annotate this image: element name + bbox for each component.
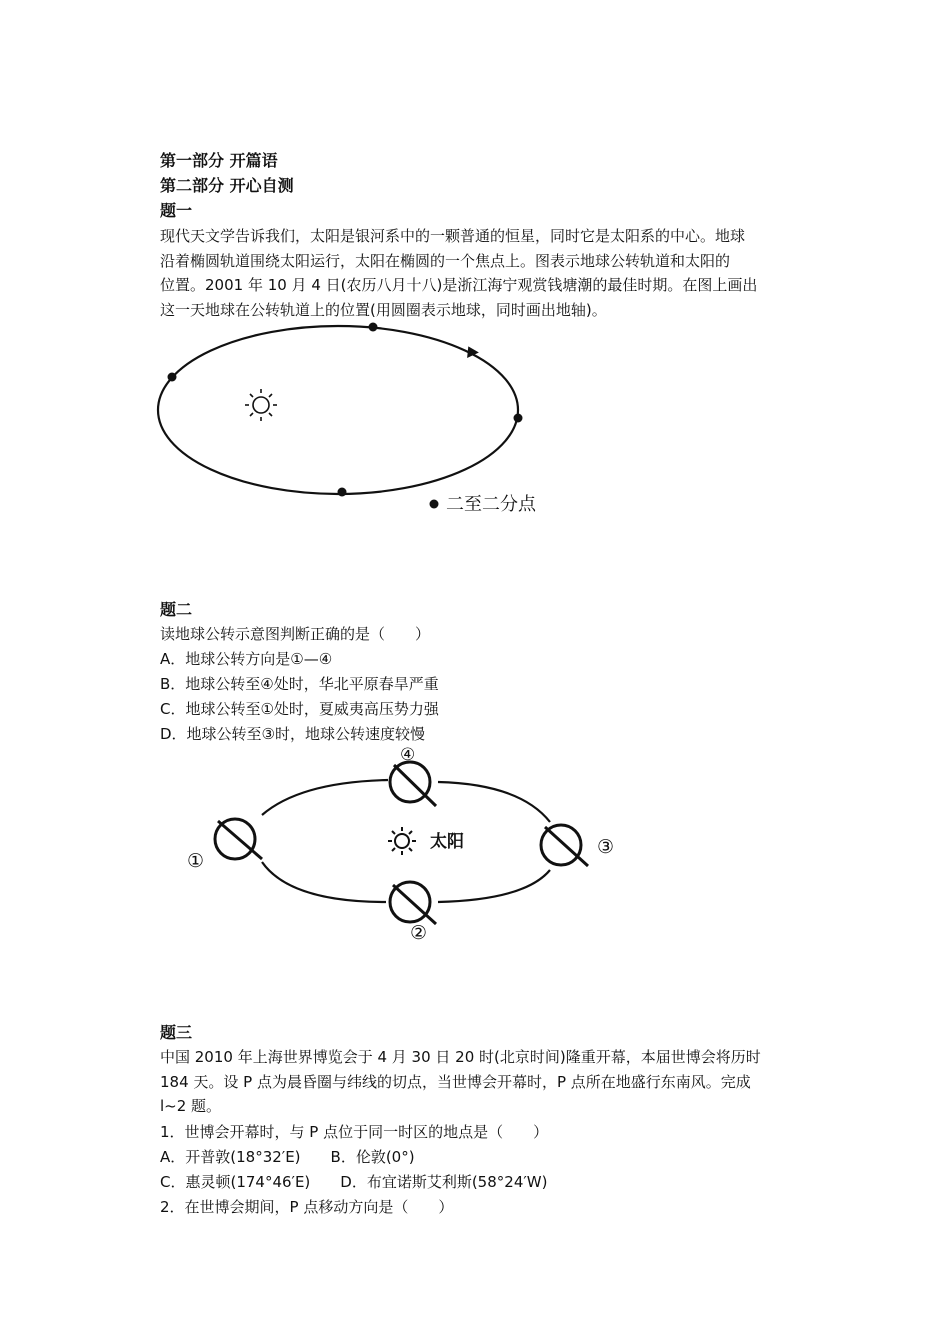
earth-position-1: [215, 819, 262, 859]
q2-stem: 读地球公转示意图判断正确的是（ ）: [160, 625, 431, 643]
q1-line-2: 沿着椭圆轨道围绕太阳运行，太阳在椭圆的一个焦点上。图表示地球公转轨道和太阳的: [160, 251, 731, 270]
orbit-arc-top-right: [438, 782, 550, 822]
q1-line-1: 现代天文学告诉我们，太阳是银河系中的一颗普通的恒星，同时它是太阳系的中心。地球: [160, 227, 746, 245]
earth-position-3: [541, 825, 588, 866]
earth-position-4: [390, 762, 436, 806]
position-label-4: ④: [400, 745, 416, 765]
q3-line-3: l~2 题。: [160, 1097, 222, 1115]
q3-line-2: 184 天。设 P 点为晨昏圈与纬线的切点，当世博会开幕时，P 点所在地盛行东南风。完成: [160, 1072, 751, 1091]
q3-line-1: 中国 2010 年上海世界博览会于 4 月 30 日 20 时(北京时间)隆重开幕，本届世博会将历时: [160, 1048, 761, 1066]
q2-option-c: C．地球公转至①处时，夏威夷高压势力强: [160, 700, 439, 718]
q3-options-row1: A．开普敦(18°32′E) B．伦敦(0°): [160, 1148, 415, 1166]
q2-title: 题二: [160, 600, 193, 619]
sun-label: 太阳: [430, 832, 464, 852]
position-label-3: ③: [597, 836, 615, 858]
q2-option-d: D．地球公转至③时，地球公转速度较慢: [160, 725, 425, 743]
position-label-2: ②: [410, 922, 428, 944]
q2-option-a: A．地球公转方向是①—④: [160, 650, 333, 668]
q3-options-row2: C．惠灵顿(174°46′E) D．布宜诺斯艾利斯(58°24′W): [160, 1173, 548, 1191]
heading-part1: 第一部分 开篇语: [160, 151, 278, 170]
orbit-arc-bottom-left: [262, 862, 386, 902]
earth-position-2: [390, 882, 436, 924]
orbit-arc-bottom-right: [438, 870, 550, 902]
q3-sub1: 1．世博会开幕时，与 P 点位于同一时区的地点是（ ）: [160, 1123, 549, 1141]
q2-option-b: B．地球公转至④处时，华北平原春旱严重: [160, 675, 439, 693]
q1-line-4: 这一天地球在公转轨道上的位置(用圆圈表示地球，同时画出地轴)。: [160, 300, 607, 319]
q3-title: 题三: [160, 1023, 193, 1042]
q1-line-3: 位置。2001 年 10 月 4 日(农历八月十八)是浙江海宁观赏钱塘潮的最佳时期。在图上画出: [160, 276, 758, 294]
q1-title: 题一: [160, 201, 193, 220]
sun-icon-2: [388, 827, 416, 855]
legend-label: 二至二分点: [446, 494, 536, 515]
position-label-1: ①: [187, 850, 205, 872]
orbit-arc-top-left: [262, 780, 388, 815]
q3-text: [160, 1045, 800, 1119]
heading-part2: 第二部分 开心自测: [160, 176, 294, 195]
q3-sub2: 2．在世博会期间，P 点移动方向是（ ）: [160, 1198, 454, 1216]
